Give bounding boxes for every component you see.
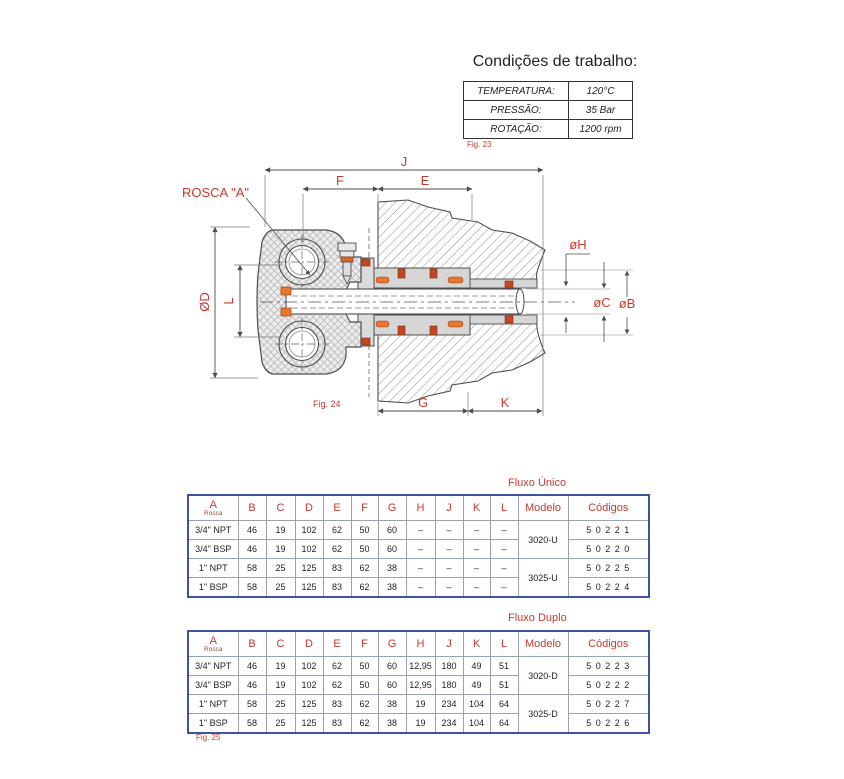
cell: 60 (378, 676, 406, 695)
fig24-label: Fig. 24 (313, 399, 341, 409)
col-header-g: G (378, 495, 406, 521)
cell: 51 (490, 676, 518, 695)
col-header-h: H (406, 495, 435, 521)
cell: 19 (266, 521, 295, 540)
cell: – (463, 521, 490, 540)
condition-label: PRESSÃO: (464, 101, 569, 120)
col-header-l: L (490, 631, 518, 657)
seal (376, 321, 389, 327)
col-header-d: D (295, 495, 323, 521)
cell: 50 (351, 657, 378, 676)
cell: 125 (295, 714, 323, 734)
seal (448, 321, 463, 327)
seal (430, 326, 437, 335)
cell: – (406, 540, 435, 559)
condition-value: 1200 rpm (569, 120, 633, 139)
col-header-c: C (266, 631, 295, 657)
cell: 60 (378, 521, 406, 540)
cell: – (490, 559, 518, 578)
cell: 102 (295, 521, 323, 540)
cell: – (435, 540, 463, 559)
sleeve-lower-ext (470, 315, 537, 324)
table-row (464, 101, 633, 120)
cell: 12,95 (406, 657, 435, 676)
cell: 83 (323, 695, 351, 714)
cell: 64 (490, 714, 518, 734)
cell: 234 (435, 695, 463, 714)
cell: 49 (463, 676, 490, 695)
col-header-h: H (406, 631, 435, 657)
cell-modelo: 3020-U (518, 521, 568, 559)
cell: 19 (406, 695, 435, 714)
cell: – (435, 521, 463, 540)
cell-modelo: 3020-D (518, 657, 568, 695)
col-header-g: G (378, 631, 406, 657)
cell: 102 (295, 657, 323, 676)
col-header-d: D (295, 631, 323, 657)
cell: 102 (295, 540, 323, 559)
cell: 50 (351, 676, 378, 695)
cell-modelo: 3025-D (518, 695, 568, 734)
cell: 25 (266, 559, 295, 578)
seal (398, 269, 405, 278)
fig25-label: Fig. 25 (196, 733, 221, 742)
col-header-j: J (435, 495, 463, 521)
table-row (188, 521, 649, 540)
cell: 180 (435, 657, 463, 676)
cell-codigo: 5 0 2 2 0 (568, 540, 649, 559)
cell: 62 (351, 695, 378, 714)
header-row (188, 631, 649, 657)
cell-codigo: 5 0 2 2 3 (568, 657, 649, 676)
col-header-c: C (266, 495, 295, 521)
cell: 62 (323, 540, 351, 559)
cell: 83 (323, 578, 351, 598)
cell: – (463, 540, 490, 559)
cell: 19 (406, 714, 435, 734)
cell-rosca: 1" NPT (188, 559, 238, 578)
dim-label-g: G (417, 395, 429, 410)
seal (376, 277, 389, 283)
col-header-f: F (351, 631, 378, 657)
cell: – (406, 578, 435, 598)
cell-modelo: 3025-U (518, 559, 568, 598)
cell-codigo: 5 0 2 2 2 (568, 676, 649, 695)
cell: 83 (323, 714, 351, 734)
cell: 62 (323, 657, 351, 676)
table-row (188, 676, 649, 695)
seal (505, 281, 513, 288)
table-row (188, 540, 649, 559)
fig23-label: Fig. 23 (467, 140, 492, 149)
seal (362, 338, 370, 345)
col-header-k: K (463, 495, 490, 521)
fluxo-duplo-table (187, 630, 650, 734)
cell: 38 (378, 559, 406, 578)
cell: 19 (266, 676, 295, 695)
cell: 51 (490, 657, 518, 676)
cell: 50 (351, 521, 378, 540)
header-row (188, 495, 649, 521)
condition-value: 35 Bar (569, 101, 633, 120)
cell: 38 (378, 695, 406, 714)
col-header-j: J (435, 631, 463, 657)
cell: 19 (266, 657, 295, 676)
cell: – (435, 578, 463, 598)
cell: 58 (238, 578, 266, 598)
cell: 62 (351, 578, 378, 598)
cell: – (463, 578, 490, 598)
cell: 25 (266, 695, 295, 714)
table-row (188, 695, 649, 714)
col-header-modelo: Modelo (518, 631, 568, 657)
col-header-e: E (323, 631, 351, 657)
col-header-l: L (490, 495, 518, 521)
col-header-a (188, 495, 238, 521)
cell-rosca: 3/4" BSP (188, 540, 238, 559)
cell-codigo: 5 0 2 2 7 (568, 695, 649, 714)
col-header-modelo: Modelo (518, 495, 568, 521)
dim-label-f: F (336, 173, 344, 188)
dim-label-ob: øB (618, 296, 636, 311)
cell-rosca: 1" BSP (188, 714, 238, 734)
col-header-a-main: A (209, 498, 217, 511)
cell: 38 (378, 714, 406, 734)
cell: 62 (351, 714, 378, 734)
dim-label-e: E (420, 173, 430, 188)
dim-label-j: J (400, 154, 408, 169)
cell: 64 (490, 695, 518, 714)
fluxo-unico-table (187, 494, 650, 598)
sleeve-upper-ext (470, 279, 537, 288)
cell: – (490, 521, 518, 540)
cell: 234 (435, 714, 463, 734)
col-header-codigos: Códigos (568, 495, 649, 521)
cell: 125 (295, 695, 323, 714)
cell: – (463, 559, 490, 578)
col-header-a-main: A (209, 634, 217, 647)
cell: 38 (378, 578, 406, 598)
cell: 12,95 (406, 676, 435, 695)
cell: 125 (295, 578, 323, 598)
cell: – (406, 559, 435, 578)
cell: 49 (463, 657, 490, 676)
cell: – (490, 540, 518, 559)
cell-codigo: 5 0 2 2 5 (568, 559, 649, 578)
cell: 62 (323, 521, 351, 540)
cell: – (490, 578, 518, 598)
cell: 19 (266, 540, 295, 559)
cell-codigo: 5 0 2 2 6 (568, 714, 649, 734)
cell: 46 (238, 657, 266, 676)
cell: 104 (463, 714, 490, 734)
col-header-e: E (323, 495, 351, 521)
seal (362, 259, 370, 266)
dim-label-l: L (221, 297, 236, 305)
col-header-b: B (238, 631, 266, 657)
cell: 46 (238, 676, 266, 695)
table-row (188, 714, 649, 734)
cell: 83 (323, 559, 351, 578)
cell-rosca: 1" NPT (188, 695, 238, 714)
cell-codigo: 5 0 2 2 4 (568, 578, 649, 598)
cell: 60 (378, 540, 406, 559)
col-header-b: B (238, 495, 266, 521)
dim-label-oc: øC (593, 295, 611, 310)
cell: 62 (323, 676, 351, 695)
col-header-a-sub: Rosca (204, 645, 223, 653)
fluxo-unico-title: Fluxo Único (508, 477, 567, 489)
cell-rosca: 3/4" NPT (188, 657, 238, 676)
cell: 50 (351, 540, 378, 559)
cell: 58 (238, 714, 266, 734)
shaft (281, 287, 524, 316)
cell-rosca: 3/4" BSP (188, 676, 238, 695)
col-header-k: K (463, 631, 490, 657)
dim-label-k: K (500, 395, 510, 410)
cell: 46 (238, 540, 266, 559)
col-header-a (188, 631, 238, 657)
table-row (188, 657, 649, 676)
cell: 25 (266, 578, 295, 598)
table-row (188, 559, 649, 578)
cell: 60 (378, 657, 406, 676)
condition-value: 120°C (569, 82, 633, 101)
condition-label: TEMPERATURA: (464, 82, 569, 101)
col-header-f: F (351, 495, 378, 521)
dim-label-od: ØD (197, 292, 212, 312)
cell: 25 (266, 714, 295, 734)
condition-label: ROTAÇÃO: (464, 120, 569, 139)
dim-label-oh: øH (569, 237, 587, 252)
rosca-label: ROSCA "A" (182, 185, 250, 200)
cell-rosca: 1" BSP (188, 578, 238, 598)
fluxo-duplo-title: Fluxo Duplo (508, 612, 567, 624)
cell: 180 (435, 676, 463, 695)
cell: 58 (238, 695, 266, 714)
seal (398, 326, 405, 335)
table-row (188, 578, 649, 598)
cell: 104 (463, 695, 490, 714)
cell: 125 (295, 559, 323, 578)
cell: – (406, 521, 435, 540)
seal (430, 269, 437, 278)
conditions-title: Condições de trabalho: (472, 53, 638, 70)
cell: 102 (295, 676, 323, 695)
seal (448, 277, 463, 283)
table-row (464, 82, 633, 101)
cell: 62 (351, 559, 378, 578)
cell: 46 (238, 521, 266, 540)
conditions-table (463, 81, 633, 139)
cell-codigo: 5 0 2 2 1 (568, 521, 649, 540)
table-row (464, 120, 633, 139)
col-header-a-sub: Rosca (204, 509, 223, 517)
seal (505, 316, 513, 323)
cell-rosca: 3/4" NPT (188, 521, 238, 540)
cell: – (435, 559, 463, 578)
cell: 58 (238, 559, 266, 578)
col-header-codigos: Códigos (568, 631, 649, 657)
